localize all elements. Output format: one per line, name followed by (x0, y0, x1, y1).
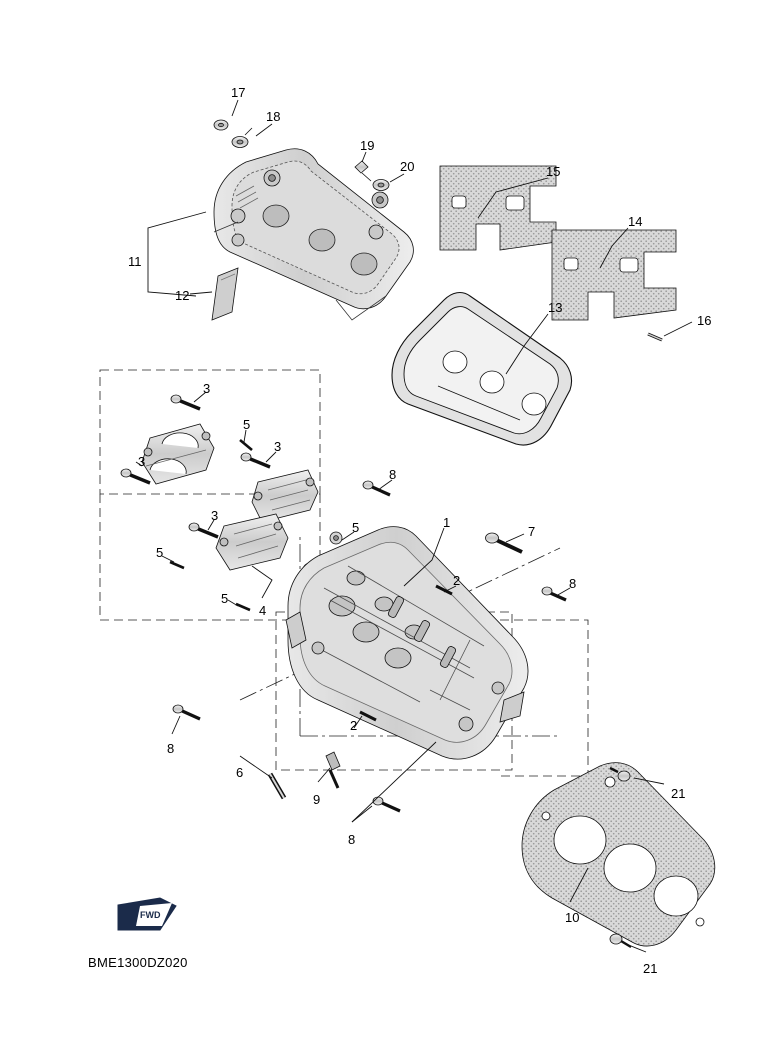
callout-18: 18 (266, 109, 281, 124)
callout-6: 6 (236, 765, 244, 780)
callout-21-a: 21 (671, 786, 686, 801)
part-16-pin (648, 334, 662, 340)
callout-8-b: 8 (569, 576, 577, 591)
callout-21-b: 21 (643, 961, 658, 976)
part-20-washer (373, 180, 389, 191)
callout-7: 7 (528, 524, 536, 539)
part-19-bolt (355, 161, 371, 181)
callout-5-a: 5 (243, 417, 251, 432)
part-1-cylinder-head (286, 527, 528, 759)
callout-2-b: 2 (350, 718, 358, 733)
part-4-cam-cap-mid (252, 470, 318, 522)
callout-5-c: 5 (352, 520, 360, 535)
callout-1: 1 (443, 515, 451, 530)
part-7-bolt (486, 533, 523, 552)
callout-8-d: 8 (348, 832, 356, 847)
callout-4: 4 (259, 603, 267, 618)
callout-2-a: 2 (453, 573, 461, 588)
callout-13: 13 (548, 300, 563, 315)
callout-5-d: 5 (221, 591, 229, 606)
callout-3-a: 3 (203, 381, 211, 396)
callout-5-b: 5 (156, 545, 164, 560)
part-13-gasket (392, 293, 572, 446)
part-18-bolt (232, 128, 252, 148)
part-12-seal (212, 268, 238, 320)
part-4-cam-cap-left (142, 424, 214, 484)
callout-3-d: 3 (211, 508, 219, 523)
callout-19: 19 (360, 138, 375, 153)
part-10-head-gasket (522, 763, 715, 946)
callout-20: 20 (400, 159, 415, 174)
callout-12: 12 (175, 288, 190, 303)
part-code-label: BME1300DZ020 (88, 955, 188, 970)
fwd-label: FWD (140, 910, 161, 920)
callout-14: 14 (628, 214, 643, 229)
callout-8-a: 8 (389, 467, 397, 482)
part-17-washer (214, 120, 228, 130)
part-15-gasket (440, 166, 556, 250)
callout-3-b: 3 (274, 439, 282, 454)
callout-8-c: 8 (167, 741, 175, 756)
callout-15: 15 (546, 164, 561, 179)
callout-16: 16 (697, 313, 712, 328)
part-valve-cover (214, 149, 413, 320)
callout-3-c: 3 (138, 454, 146, 469)
callout-17: 17 (231, 85, 246, 100)
callout-10: 10 (565, 910, 580, 925)
callout-11: 11 (128, 254, 142, 269)
callout-9: 9 (313, 792, 321, 807)
part-4-cam-cap-lower (216, 514, 288, 570)
